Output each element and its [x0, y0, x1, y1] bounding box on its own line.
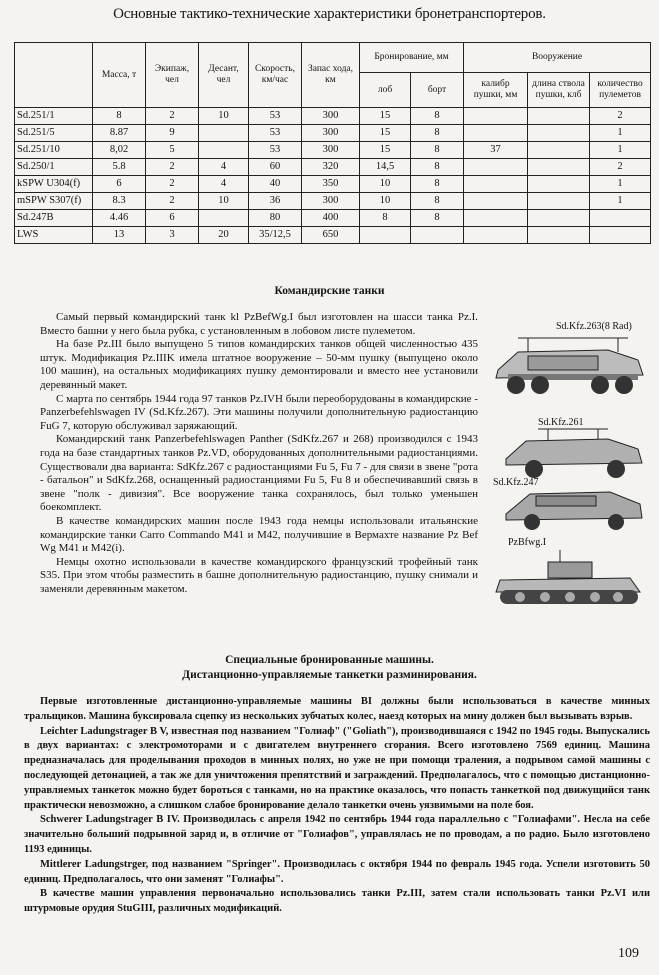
paragraph: На базе Pz.III было выпущено 5 типов командирских танков общей численностью 435 штук. Модификация Pz.IIIK имела штатное вооружение – 50-мм пушку (выпущено около 100 машин), на остальных модификациях пушку демонтировали и вместо нее установили деревянный макет. — [40, 338, 478, 391]
cell-mass: 4.46 — [93, 210, 146, 227]
cell-speed: 80 — [249, 210, 302, 227]
cell-barrel — [528, 210, 590, 227]
cell-troops — [199, 142, 249, 159]
header-mass: Масса, т — [93, 43, 146, 108]
cell-crew: 2 — [146, 176, 199, 193]
cell-side: 8 — [411, 159, 464, 176]
cell-name: mSPW S307(f) — [15, 193, 93, 210]
demining-text — [24, 695, 650, 917]
table-row — [15, 227, 651, 244]
specs-table-body — [15, 108, 651, 244]
cell-side: 8 — [411, 125, 464, 142]
cell-barrel — [528, 227, 590, 244]
cell-caliber — [464, 108, 528, 125]
cell-barrel — [528, 125, 590, 142]
cell-caliber — [464, 227, 528, 244]
specs-table — [14, 42, 651, 244]
cell-mg — [590, 227, 651, 244]
header-range: Запас хода, км — [302, 43, 360, 108]
table-row — [15, 159, 651, 176]
cell-troops: 20 — [199, 227, 249, 244]
cell-name: kSPW U304(f) — [15, 176, 93, 193]
paragraph: Командирский танк Panzerbefehlswagen Panther (SdKfz.267 и 268) производился с 1943 года на базе стандартных танков Pz.VD, оборудованных дополнительными радиостанциями. Существовали два варианта: SdKfz.267 с радиостанциями Fu 5, Fu 7 - для связи в звене "рота - батальон" и SdKfz.268, оснащенный радиостанциями Fu 5, Fu 8 и обеспечивавший связь в звене "полк - дивизия". Все вооружение танка сохранялось, был только уменьшен боекомплект. — [40, 433, 478, 514]
cell-barrel — [528, 108, 590, 125]
cell-barrel — [528, 142, 590, 159]
header-barrel: длина ствола пушки, клб — [528, 73, 590, 108]
cell-caliber — [464, 125, 528, 142]
cell-speed: 40 — [249, 176, 302, 193]
cell-mg: 1 — [590, 142, 651, 159]
cell-troops: 10 — [199, 108, 249, 125]
cell-mass: 13 — [93, 227, 146, 244]
paragraph: Самый первый командирский танк kl PzBefWg.I был изготовлен на шасси танка Pz.I. Вместо башни у него была рубка, с установленным в лобовом листе пулеметом. — [40, 311, 478, 337]
cell-side — [411, 227, 464, 244]
paragraph: Немцы охотно использовали в качестве командирского французский трофейный танк S35. При этом чтобы разместить в башне дополнительную радиостанцию, пушку снимали и заменяли деревянным макетом. — [40, 555, 478, 595]
table-row — [15, 108, 651, 125]
cell-front — [360, 227, 411, 244]
cell-front: 10 — [360, 193, 411, 210]
cell-mg: 2 — [590, 108, 651, 125]
cell-front: 15 — [360, 142, 411, 159]
cell-front: 10 — [360, 176, 411, 193]
cell-range: 300 — [302, 125, 360, 142]
cell-mg: 1 — [590, 176, 651, 193]
caption-pzbfwg1: PzBfwg.I — [508, 537, 547, 548]
cell-caliber: 37 — [464, 142, 528, 159]
cell-troops: 4 — [199, 159, 249, 176]
caption-sdkfz247: Sd.Kfz.247 — [493, 477, 539, 488]
cell-name: Sd.247B — [15, 210, 93, 227]
cell-barrel — [528, 193, 590, 210]
cell-side: 8 — [411, 142, 464, 159]
cell-speed: 36 — [249, 193, 302, 210]
cell-name: Sd.251/10 — [15, 142, 93, 159]
caption-sdkfz261: Sd.Kfz.261 — [538, 417, 584, 428]
header-armament: Вооружение — [464, 43, 651, 73]
header-armor-side: борт — [411, 73, 464, 108]
cell-side: 8 — [411, 193, 464, 210]
section-title-command-tanks: Командирские танки — [274, 285, 385, 297]
cell-mass: 6 — [93, 176, 146, 193]
cell-front: 15 — [360, 125, 411, 142]
cell-mass: 8.87 — [93, 125, 146, 142]
paragraph: Leichter Ladungstrager B V, известная под названием "Голиаф" ("Goliath"), производившаяся с 1942 по 1945 годы. Выпускались в двух вариантах: с электромоторами и с двигателем внутреннего сгорания. Всего изготовлено 7569 единиц. Машина предназначалась для проделывания проходов в минных полях, но уже не при помощи траления, а подрывом самой машины с последующей детонацией, а так же для уничтожения препятствий и заграждений. Предполагалось, что с помощью дистанционно-управляемых танкеток можно будет бороться с танками, но на практике оказалось, что попасть танкеткой под движущийся танк практически невозможно, а слишком слабое бронирование делало танкетки очень уязвимыми на поле боя. — [24, 725, 650, 811]
cell-range: 300 — [302, 142, 360, 159]
cell-caliber — [464, 193, 528, 210]
cell-crew: 6 — [146, 210, 199, 227]
cell-side: 8 — [411, 176, 464, 193]
table-row — [15, 176, 651, 193]
cell-name: Sd.250/1 — [15, 159, 93, 176]
section-title-special-vehicles: Специальные бронированные машины. — [225, 654, 434, 666]
pzbfwg1-tank-illustration — [490, 548, 648, 610]
page-number: 109 — [618, 946, 639, 961]
cell-caliber — [464, 210, 528, 227]
cell-name: Sd.251/5 — [15, 125, 93, 142]
paragraph: В качестве машин управления первоначально использовались танки Pz.III, затем стали использовать танки Pz.VI или штурмовые орудия StuGIII, различных модификаций. — [24, 888, 650, 915]
cell-troops: 4 — [199, 176, 249, 193]
table-row — [15, 193, 651, 210]
header-armor: Бронирование, мм — [360, 43, 464, 73]
cell-name: LWS — [15, 227, 93, 244]
header-crew: Экипаж, чел — [146, 43, 199, 108]
table-row — [15, 125, 651, 142]
cell-front: 14,5 — [360, 159, 411, 176]
cell-caliber — [464, 159, 528, 176]
cell-side: 8 — [411, 108, 464, 125]
header-caliber: калибр пушки, мм — [464, 73, 528, 108]
header-mg: количество пулеметов — [590, 73, 651, 108]
cell-troops — [199, 125, 249, 142]
cell-speed: 35/12,5 — [249, 227, 302, 244]
cell-barrel — [528, 176, 590, 193]
cell-troops: 10 — [199, 193, 249, 210]
cell-front: 8 — [360, 210, 411, 227]
paragraph: Mittlerer Ladungstrger, под названием "Springer". Производилась с октября 1944 по февраль 1945 года. Успели изготовить 50 единиц. Предполагалось, что они заменят "Голиафы". — [24, 858, 650, 885]
cell-mass: 8 — [93, 108, 146, 125]
cell-range: 650 — [302, 227, 360, 244]
sdkfz261-armored-car-illustration — [498, 425, 648, 481]
cell-mass: 8,02 — [93, 142, 146, 159]
cell-mg: 2 — [590, 159, 651, 176]
cell-range: 320 — [302, 159, 360, 176]
command-tanks-text — [40, 311, 478, 596]
cell-range: 400 — [302, 210, 360, 227]
cell-crew: 2 — [146, 193, 199, 210]
caption-sdkfz263: Sd.Kfz.263(8 Rad) — [556, 321, 632, 332]
cell-mg — [590, 210, 651, 227]
cell-crew: 5 — [146, 142, 199, 159]
cell-speed: 53 — [249, 108, 302, 125]
sdkfz247-armored-car-illustration — [500, 486, 648, 532]
cell-front: 15 — [360, 108, 411, 125]
table-row — [15, 142, 651, 159]
page-title: Основные тактико-технические характеристики бронетранспортеров. — [113, 6, 546, 22]
cell-speed: 60 — [249, 159, 302, 176]
cell-mass: 8.3 — [93, 193, 146, 210]
header-name — [15, 43, 93, 108]
header-armor-front: лоб — [360, 73, 411, 108]
cell-caliber — [464, 176, 528, 193]
cell-side: 8 — [411, 210, 464, 227]
cell-speed: 53 — [249, 125, 302, 142]
cell-barrel — [528, 159, 590, 176]
cell-crew: 3 — [146, 227, 199, 244]
paragraph: В качестве командирских машин после 1943 года немцы использовали итальянские командирские танки Carro Commando M41 и M42, получившие в Вермахте название Pz Bef Wg M41 и M42(i). — [40, 514, 478, 555]
sdkfz263-armored-car-illustration — [488, 330, 648, 398]
cell-crew: 2 — [146, 159, 199, 176]
cell-range: 300 — [302, 108, 360, 125]
section-subtitle-demining-tankettes: Дистанционно-управляемые танкетки разминирования. — [182, 669, 477, 681]
cell-mg: 1 — [590, 125, 651, 142]
header-speed: Скорость, км/час — [249, 43, 302, 108]
cell-name: Sd.251/1 — [15, 108, 93, 125]
cell-range: 300 — [302, 193, 360, 210]
cell-crew: 9 — [146, 125, 199, 142]
cell-mg: 1 — [590, 193, 651, 210]
paragraph: Первые изготовленные дистанционно-управляемые машины BI должны были использоваться в качестве минных тральщиков. Машина буксировала сцепку из нескольких зубчатых колес, наезд которых на мину должен был вызывать взрыв. — [24, 696, 650, 722]
cell-speed: 53 — [249, 142, 302, 159]
cell-crew: 2 — [146, 108, 199, 125]
paragraph: С марта по сентябрь 1944 года 97 танков Pz.IVH были переоборудованы в командирские - Panzerbefehlswagen IV (Sd.Kfz.267). Эти машины получили дополнительную радиостанцию FuG 7, которую обслуживал заряжающий. — [40, 392, 478, 432]
cell-mass: 5.8 — [93, 159, 146, 176]
table-row — [15, 210, 651, 227]
header-troops: Десант, чел — [199, 43, 249, 108]
cell-range: 350 — [302, 176, 360, 193]
cell-troops — [199, 210, 249, 227]
paragraph: Schwerer Ladungstrager B IV. Производилась с апреля 1942 по сентябрь 1944 года параллельно с "Голиафами". Несла на себе значительно больший подрывной заряд и, в отличие от "Голиафов", управлялась не по проводам, а по радио. Было изготовлено 1193 единицы. — [24, 814, 650, 855]
